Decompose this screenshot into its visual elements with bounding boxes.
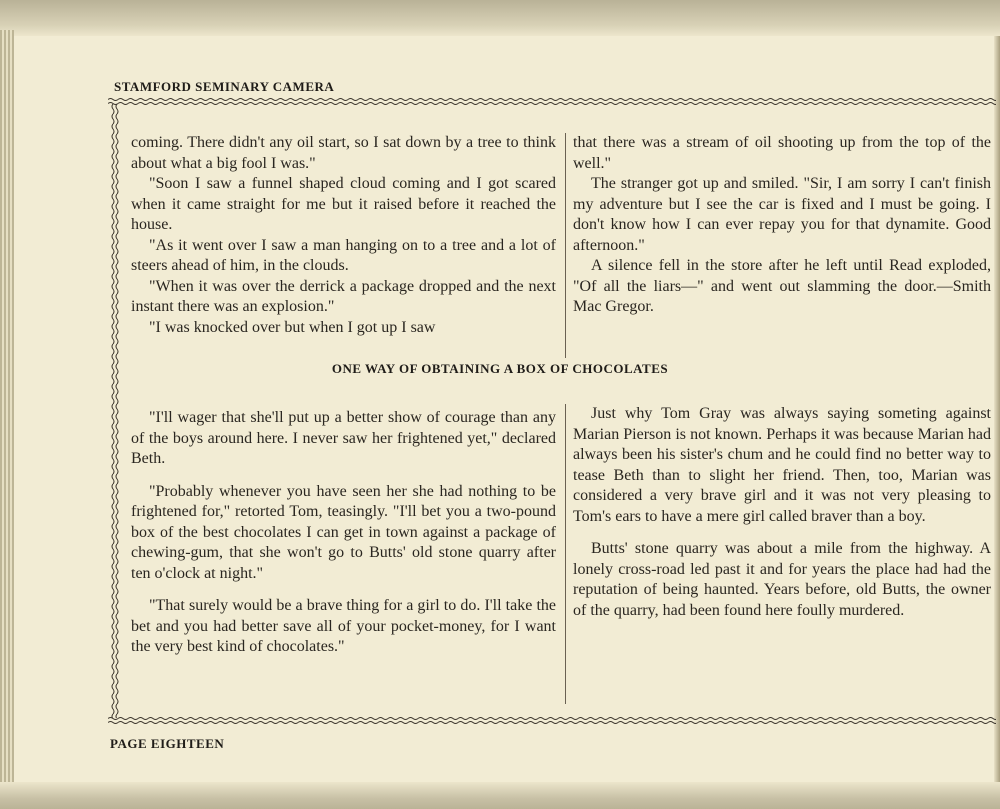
paragraph: that there was a stream of oil shooting up from the top of the well." [573, 134, 991, 172]
paragraph: "Probably whenever you have seen her she had nothing to be frightened for," retorted Tom, teasingly. "I'll bet you a two-pound box of the best chocolates I can get in town against a package of chewing-gum, that she won't go to Butts' old stone quarry after ten o'clock at night." [131, 482, 556, 582]
paragraph: coming. There didn't any oil start, so I sat down by a tree to think about what a big fool I was." [131, 134, 556, 172]
column-divider [565, 404, 566, 704]
paragraph: "I was knocked over but when I got up I saw [149, 318, 436, 336]
running-head: STAMFORD SEMINARY CAMERA [114, 79, 335, 94]
bottom-left-column [131, 408, 556, 658]
left-border-ornament [110, 104, 120, 718]
top-left-column [131, 133, 556, 338]
paragraph: "I'll wager that she'll put up a better show of courage than any of the boys around here. I never saw her frightened yet," declared Beth. [131, 409, 556, 467]
top-right-column [573, 133, 991, 318]
paragraph: A silence fell in the store after he left until Read exploded, "Of all the liars—" and went out slamming the door.—Smith Mac Gregor. [573, 257, 991, 315]
page-number: PAGE EIGHTEEN [110, 736, 225, 751]
paragraph: Butts' stone quarry was about a mile from the highway. A lonely cross-road led past it and for years the place had had the reputation of being haunted. Years before, old Butts, the owner of the quarry, had been found here foully murdered. [573, 540, 991, 619]
book-binding [0, 30, 14, 790]
paragraph: "That surely would be a brave thing for a girl to do. I'll take the bet and you had better save all of your pocket-money, for I want the very best kind of chocolates." [131, 597, 556, 655]
page-right-edge [994, 36, 1000, 786]
paragraph: The stranger got up and smiled. "Sir, I am sorry I can't finish my adventure but I see the car is fixed and I must be going. I don't know how I can ever repay you for that dynamite. Good afternoon." [573, 175, 991, 254]
bottom-right-column [573, 404, 991, 621]
paragraph: "As it went over I saw a man hanging on to a tree and a lot of steers ahead of him, in the clouds. [131, 236, 556, 274]
column-divider [565, 133, 566, 358]
story-title: ONE WAY OF OBTAINING A BOX OF CHOCOLATES [331, 361, 669, 376]
page-top-edge [0, 0, 1000, 36]
paragraph: "Soon I saw a funnel shaped cloud coming and I got scared when it came straight for me but it raised before it reached the house. [131, 175, 556, 233]
page-bottom-edge [0, 782, 1000, 809]
top-border-ornament [108, 97, 996, 106]
bottom-border-ornament [108, 716, 996, 725]
paragraph: "When it was over the derrick a package dropped and the next instant there was an explosion." [131, 277, 556, 315]
paragraph: Just why Tom Gray was always saying someting against Marian Pierson is not known. Perhaps it was because Marian had always been his sister's chum and he could find no better way to tease Beth than to slight her friend. Then, too, Marian was considered a very brave girl and it was not very pleasing to Tom's ears to have a mere girl called braver than a boy. [573, 405, 991, 525]
